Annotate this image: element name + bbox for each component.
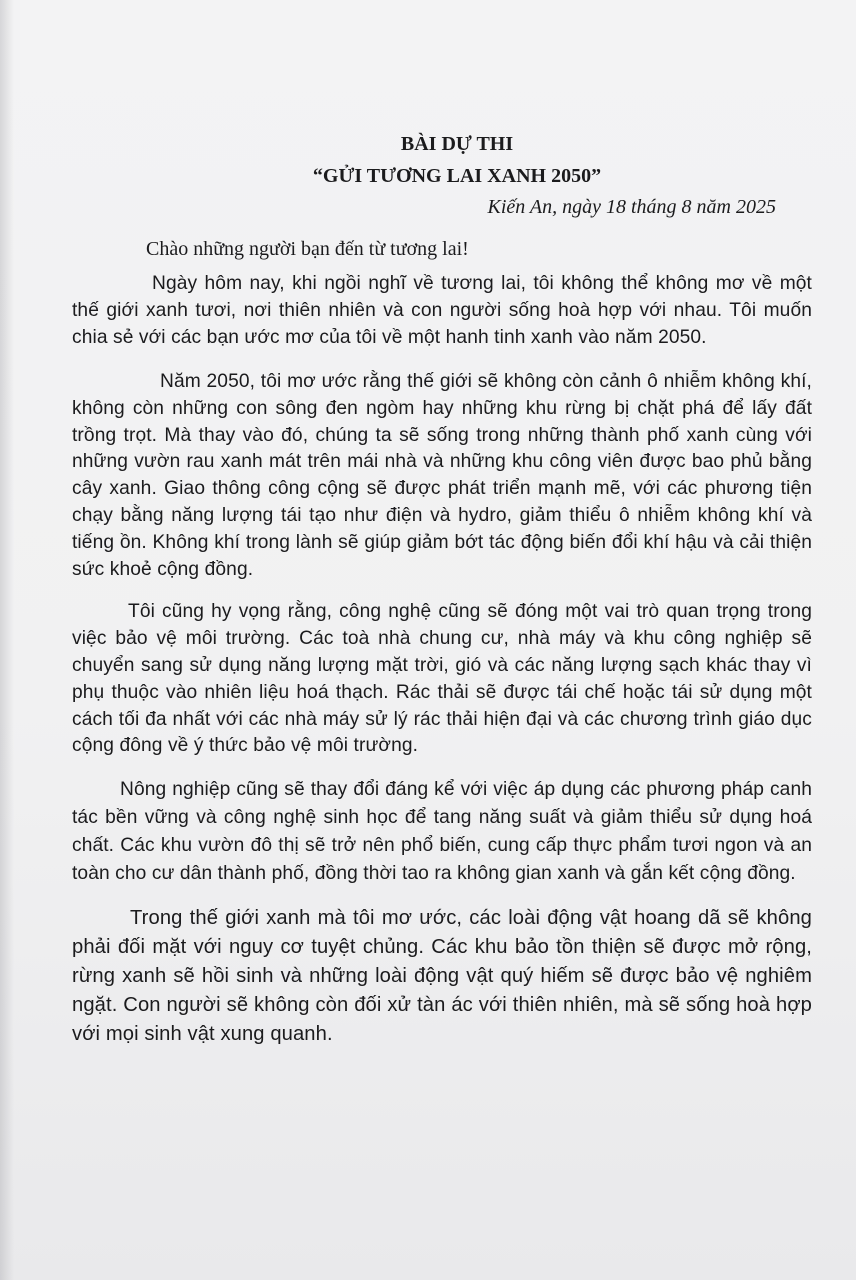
- paragraph-technology: Tôi cũng hy vọng rằng, công nghệ cũng sẽ đóng một vai trò quan trọng trong việc bảo vệ môi trường. Các toà nhà chung cư, nhà máy và khu công nghiệp sẽ chuyển sang sử dụng năng lượng mặt trời, gió và các năng lượng sạch khác thay vì phụ thuộc vào nhiên liệu hoá thạch. Rác thải sẽ được tái chế hoặc tái sử dụng một cách tối đa nhất với các nhà máy sử lý rác thải hiện đại và các chương trình giáo dục cộng đông về ý thức bảo vệ môi trường.: [72, 601, 812, 757]
- date-line: Kiến An, ngày 18 tháng 8 năm 2025: [487, 196, 776, 218]
- paragraph-intro: Ngày hôm nay, khi ngồi nghĩ về tương lai, tôi không thể không mơ về một thế giới xanh tươi, nơi thiên nhiên và con người sống hoà hợp với nhau. Tôi muốn chia sẻ với các bạn ước mơ của tôi về một hanh tinh xanh vào năm 2050.: [72, 273, 812, 348]
- greeting-line: Chào những người bạn đến từ tương lai!: [146, 238, 469, 260]
- paragraph-wildlife: Trong thế giới xanh mà tôi mơ ước, các loài động vật hoang dã sẽ không phải đối mặt với nguy cơ tuyệt chủng. Các khu bảo tồn thiện sẽ được mở rộng, rừng xanh sẽ hồi sinh và những loài động vật quý hiếm sẽ được bảo vệ nghiêm ngặt. Con người sẽ không còn đối xử tàn ác với thiên nhiên, mà sẽ sống hoà hợp với mọi sinh vật xung quanh.: [72, 907, 812, 1046]
- paragraph-green-cities: Năm 2050, tôi mơ ước rằng thế giới sẽ không còn cảnh ô nhiễm không khí, không còn những con sông đen ngòm hay những khu rừng bị chặt phá để lấy đất trồng trọt. Mà thay vào đó, chúng ta sẽ sống trong những thành phố xanh cùng với những vườn rau xanh mát trên mái nhà và những khu công viên được bao phủ bằng cây xanh. Giao thông công cộng sẽ được phát triển mạnh mẽ, với các phương tiện chạy bằng năng lượng tái tạo như điện và hydro, giảm thiểu ô nhiễm không khí và tiếng ồn. Không khí trong lành sẽ giúp giảm bớt tác động biến đổi khí hậu và cải thiện sức khoẻ cộng đồng.: [72, 371, 812, 580]
- document-body: [72, 128, 812, 1065]
- document-subtitle: “GỬI TƯƠNG LAI XANH 2050”: [312, 165, 602, 187]
- paragraph-agriculture: Nông nghiệp cũng sẽ thay đổi đáng kể với việc áp dụng các phương pháp canh tác bền vững và công nghệ sinh học để tang năng suất và giảm thiểu sử dụng hoá chất. Các khu vườn đô thị sẽ trở nên phổ biến, cung cấp thực phẩm tươi ngon và an toàn cho cư dân thành phố, đồng thời tao ra không gian xanh và gắn kết cộng đồng.: [72, 779, 812, 885]
- document-title: BÀI DỰ THI: [400, 133, 514, 155]
- page-edge-shadow: [0, 0, 14, 1280]
